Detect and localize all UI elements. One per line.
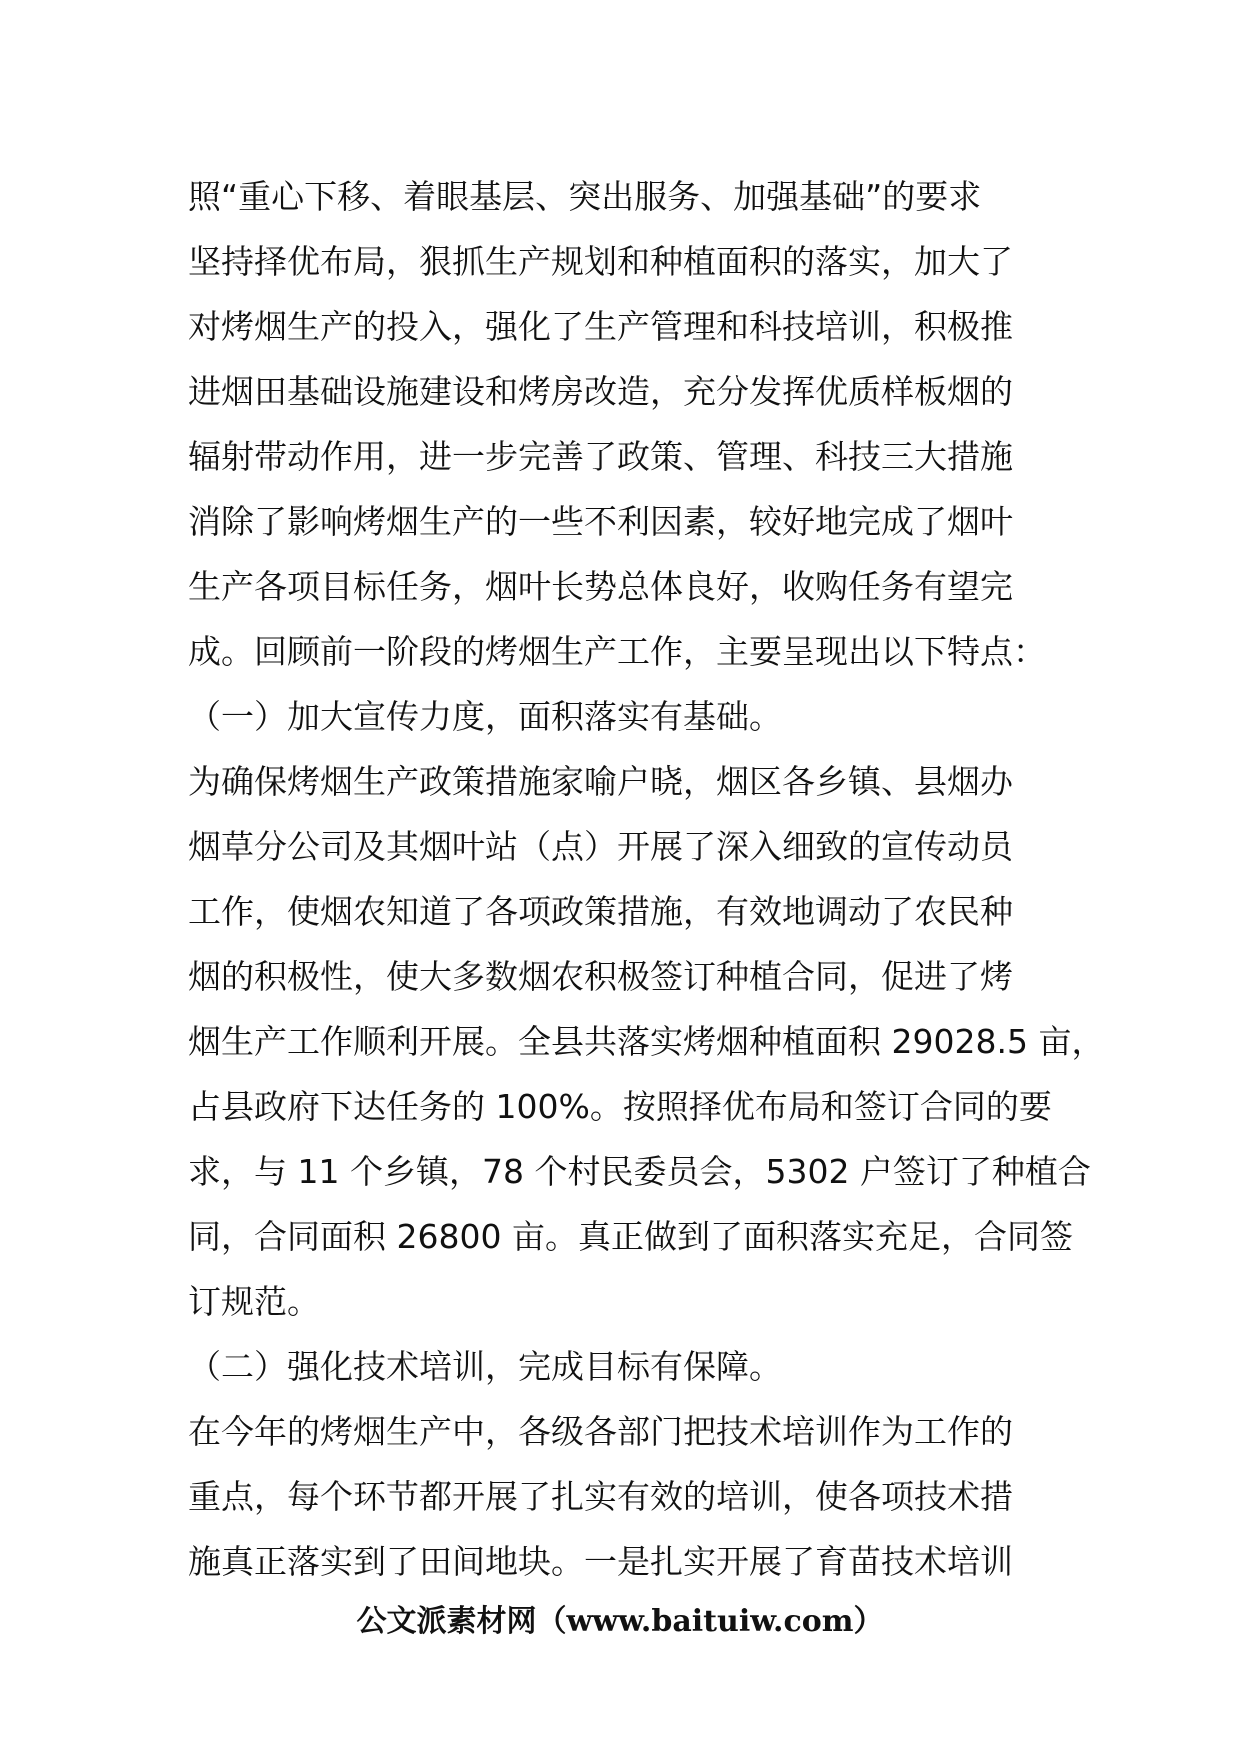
text-line: 工作，使烟农知道了各项政策措施，有效地调动了农民种	[188, 892, 1013, 931]
text-line: 照“重心下移、着眼基层、突出服务、加强基础”的要求	[188, 177, 982, 216]
text-line: 消除了影响烤烟生产的一些不利因素，较好地完成了烟叶	[188, 502, 1013, 541]
footer-watermark: 公文派素材网（www.baituiw.com）	[356, 1604, 884, 1639]
text-line: 施真正落实到了田间地块。一是扎实开展了育苗技术培训	[188, 1542, 1013, 1581]
text-line: 坚持择优布局，狠抓生产规划和种植面积的落实，加大了	[188, 242, 1013, 281]
text-line: 重点，每个环节都开展了扎实有效的培训，使各项技术措	[188, 1477, 1013, 1516]
text-line: 为确保烤烟生产政策措施家喻户晓，烟区各乡镇、县烟办	[188, 762, 1013, 801]
section-heading: （二）强化技术培训，完成目标有保障。	[188, 1347, 782, 1386]
text-line: 烟的积极性，使大多数烟农积极签订种植合同，促进了烤	[188, 957, 1013, 996]
text-line: 占县政府下达任务的 100%。按照择优布局和签订合同的要	[188, 1087, 1052, 1126]
text-line: 对烤烟生产的投入，强化了生产管理和科技培训，积极推	[188, 307, 1013, 346]
text-line: 求，与 11 个乡镇，78 个村民委员会，5302 户签订了种植合	[188, 1152, 1091, 1191]
section-heading: （一）加大宣传力度，面积落实有基础。	[188, 697, 782, 736]
text-line: 烟草分公司及其烟叶站（点）开展了深入细致的宣传动员	[188, 827, 1013, 866]
text-line: 在今年的烤烟生产中，各级各部门把技术培训作为工作的	[188, 1412, 1013, 1451]
text-line: 生产各项目标任务，烟叶长势总体良好，收购任务有望完	[188, 567, 1013, 606]
text-line: 成。回顾前一阶段的烤烟生产工作，主要呈现出以下特点：	[188, 632, 1046, 671]
text-line: 进烟田基础设施建设和烤房改造，充分发挥优质样板烟的	[188, 372, 1013, 411]
text-line: 辐射带动作用，进一步完善了政策、管理、科技三大措施	[188, 437, 1013, 476]
text-line: 订规范。	[188, 1282, 320, 1321]
text-line: 烟生产工作顺利开展。全县共落实烤烟种植面积 29028.5 亩，	[188, 1022, 1105, 1061]
text-line: 同，合同面积 26800 亩。真正做到了面积落实充足，合同签	[188, 1217, 1073, 1256]
document-body	[188, 164, 1105, 1594]
